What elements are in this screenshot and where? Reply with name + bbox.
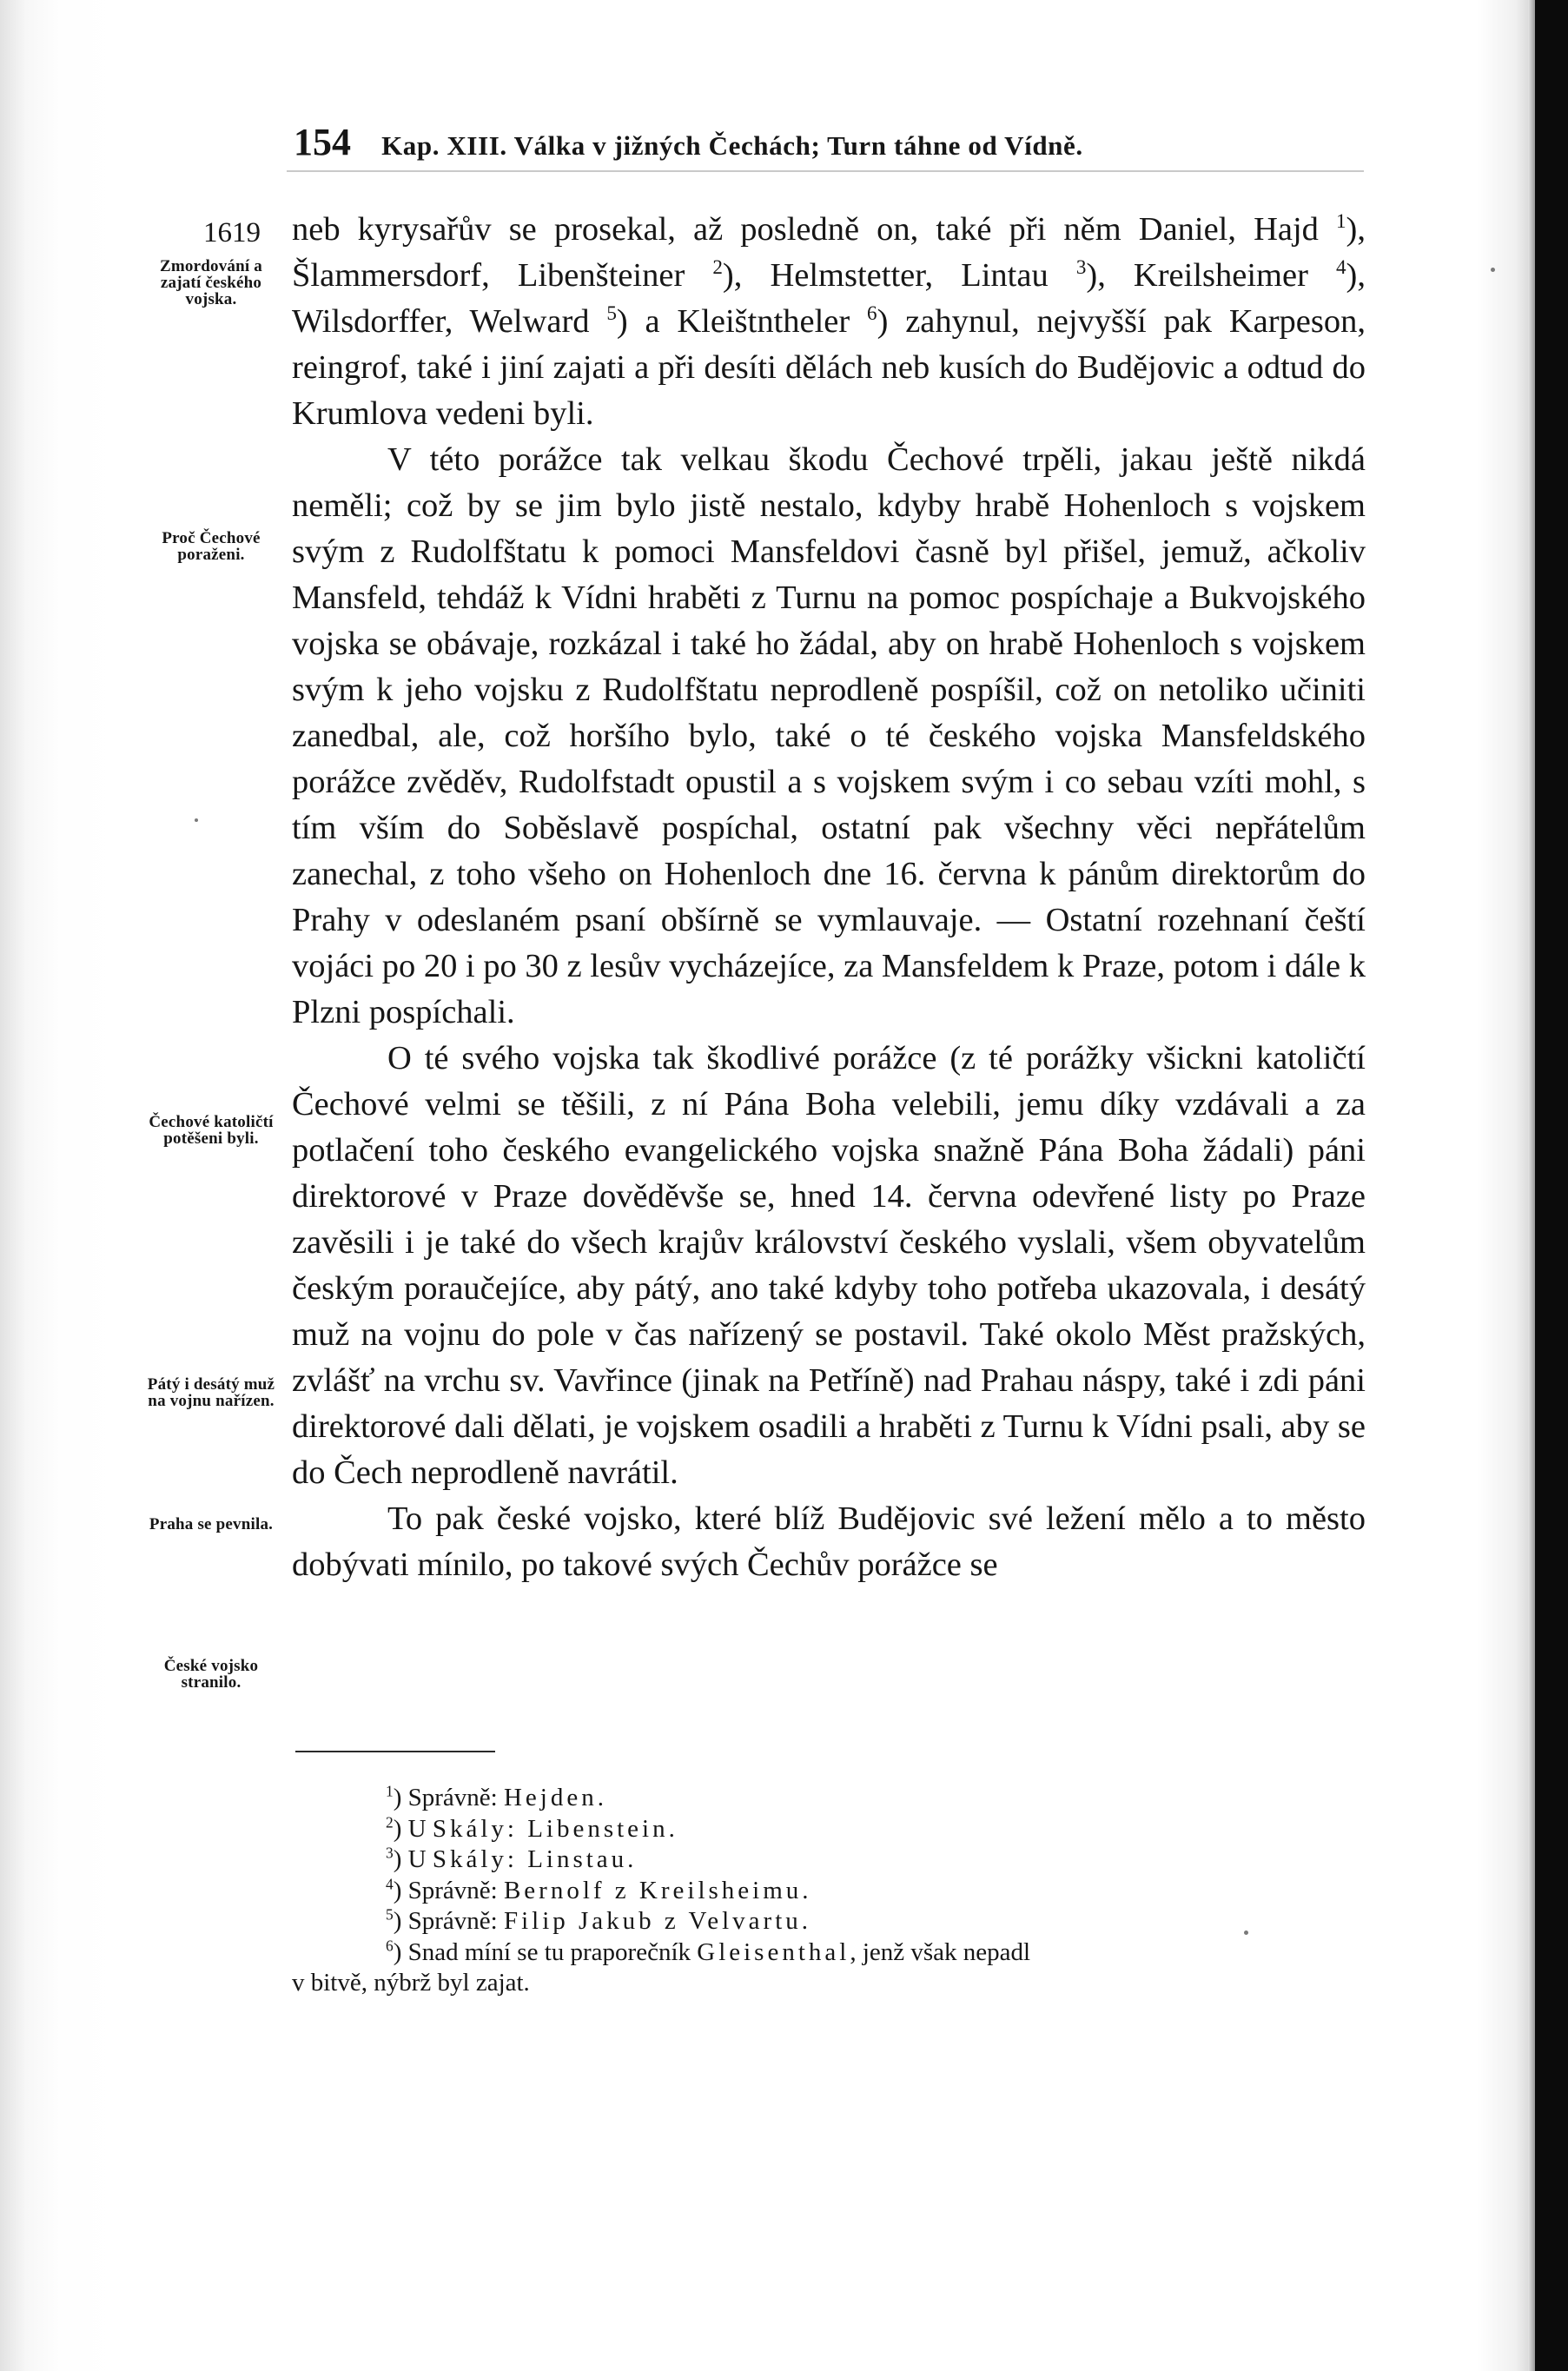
footnote-4: $^4$) Správně: Bernolf z Kreilsheimu. <box>386 1874 812 1904</box>
side-note-2: Proč Čechové poraženi. <box>162 529 261 564</box>
margin-year: 1619 <box>203 217 261 248</box>
scan-speck <box>195 818 198 822</box>
paragraph-4: To pak české vojsko, které blíž Budějovic své ležení mělo a to město dobývati mínilo, po takové svých Čechův porážce se <box>292 1500 1366 1583</box>
scan-border <box>1535 0 1568 2371</box>
footnote-ref-4: 4 <box>1335 255 1346 279</box>
footnote-6-continued: v bitvě, nýbrž byl zajat. <box>292 1969 530 1997</box>
footnote-2: $^2$) U Skály: Libenstein. <box>386 1812 678 1843</box>
paragraph-3: O té svého vojska tak škodlivé porážce (z té porážky všickni katoličtí Čechové velmi se těšili, z ní Pána Boha velebili, jemu díky vzdávali a za potlačení toho českého evangelického vojska snažně Pána Boha žádali) páni direktorové v Praze dověděvše se, hned 14. června odevřené listy po Praze zavěsili i je také do všech krajův království českého vyslali, všem obyvatelům českým poraučejíce, aby pátý, ano také kdyby toho potřeba ukazovala, i desátý muž na vojnu do pole v čas nařízený se postavil. Také okolo Měst pražských, zvlášť na vrchu sv. Vavřince (jinak na Petříně) nad Prahau náspy, také i zdi páni direktorové dali dělati, je vojskem osadili a hraběti z Turnu k Vídni psali, aby se do Čech neprodleně navrátil. <box>292 1040 1366 1491</box>
scan-speck <box>1244 1931 1248 1935</box>
footnote-ref-1: 1 <box>1336 209 1346 233</box>
scan-speck <box>1491 268 1495 272</box>
footnotes <box>292 1783 1366 1999</box>
paragraph-2: V této porážce tak velkau škodu Čechové trpěli, jakau ještě nikdá neměli; což by se jim bylo jistě nestalo, kdyby hrabě Hohenloch s vojskem svým z Rudolfštatu k pomoci Mansfeldovi časně byl přišel, jemuž, ačkoliv Mansfeld, tehdáž k Vídni hraběti z Turnu na pomoc pospíchaje a Bukvojského vojska se obávaje, rozkázal i také ho žádal, aby on hrabě Hohenloch s vojskem svým k jeho vojsku z Rudolfštatu neprodleně pospíšil, což on netoliko učiniti zanedbal, ale, což horšího bylo, také o té českého vojska Mansfeldského porážce zvěděv, Rudolfstadt opustil a s vojskem svým i co sebau vzíti mohl, s tím vším do Soběslavě pospíchal, ostatní pak všechny věci nepřátelům zanechal, z toho všeho on Hohenloch dne 16. června k pánům direktorům do Prahy v odeslaném psaní obšírně se vymlauvaje. — Ostatní rozehnaní čeští vojáci po 20 i po 30 z lesův vycházejíce, za Mansfeldem k Praze, potom i dále k Plzni pospíchali. <box>292 441 1366 1030</box>
page-header <box>294 120 1083 172</box>
page-number: 154 <box>294 121 351 163</box>
side-note-4: Pátý i desátý muž na vojnu nařízen. <box>147 1375 275 1410</box>
side-note-3: Čechové katoličtí potěšeni byli. <box>149 1113 274 1148</box>
page-edge-shadow <box>1528 0 1535 2371</box>
main-text <box>292 207 1366 1588</box>
footnote-ref-3: 3 <box>1075 255 1087 279</box>
running-head: Kap. XIII. Válka v jižných Čechách; Turn táhne od Vídně. <box>381 130 1083 161</box>
footnote-ref-5: 5 <box>606 301 617 325</box>
footnote-rule <box>295 1751 495 1752</box>
footnote-1: $^1$) Správně: Hejden. <box>386 1782 607 1811</box>
footnote-6: $^6$) Snad míní se tu praporečník Gleisenthal, jenž však nepadl <box>386 1936 1031 1966</box>
side-note-5: Praha se pevnila. <box>149 1515 274 1533</box>
side-note-1: Zmordování a zajatí českého vojska. <box>160 257 262 308</box>
paragraph-1: neb kyrysařův se prosekal, až posledně on, také při něm Daniel, Hajd $^1$), Šlammersdorf, Libenšteiner $^2$), Helmstetter, Lintau $^3$), Kreilsheimer $^4$), Wilsdorffer, Welward $^5$) a Kleištntheler $^6$) zahynul, nejvyšší pak Karpeson, reingrof, také i jiní zajati a při desíti dělách neb kusích do Budějovic a odtud do Krumlova vedeni byli. <box>292 209 1366 432</box>
side-note-6: České vojsko stranilo. <box>163 1657 259 1692</box>
header-rule <box>287 170 1364 172</box>
footnote-5: $^5$) Správně: Filip Jakub z Velvartu. <box>386 1905 812 1935</box>
footnote-ref-6: 6 <box>867 301 877 325</box>
footnote-ref-2: 2 <box>712 255 723 279</box>
footnote-3: $^3$) U Skály: Linstau. <box>386 1844 638 1873</box>
